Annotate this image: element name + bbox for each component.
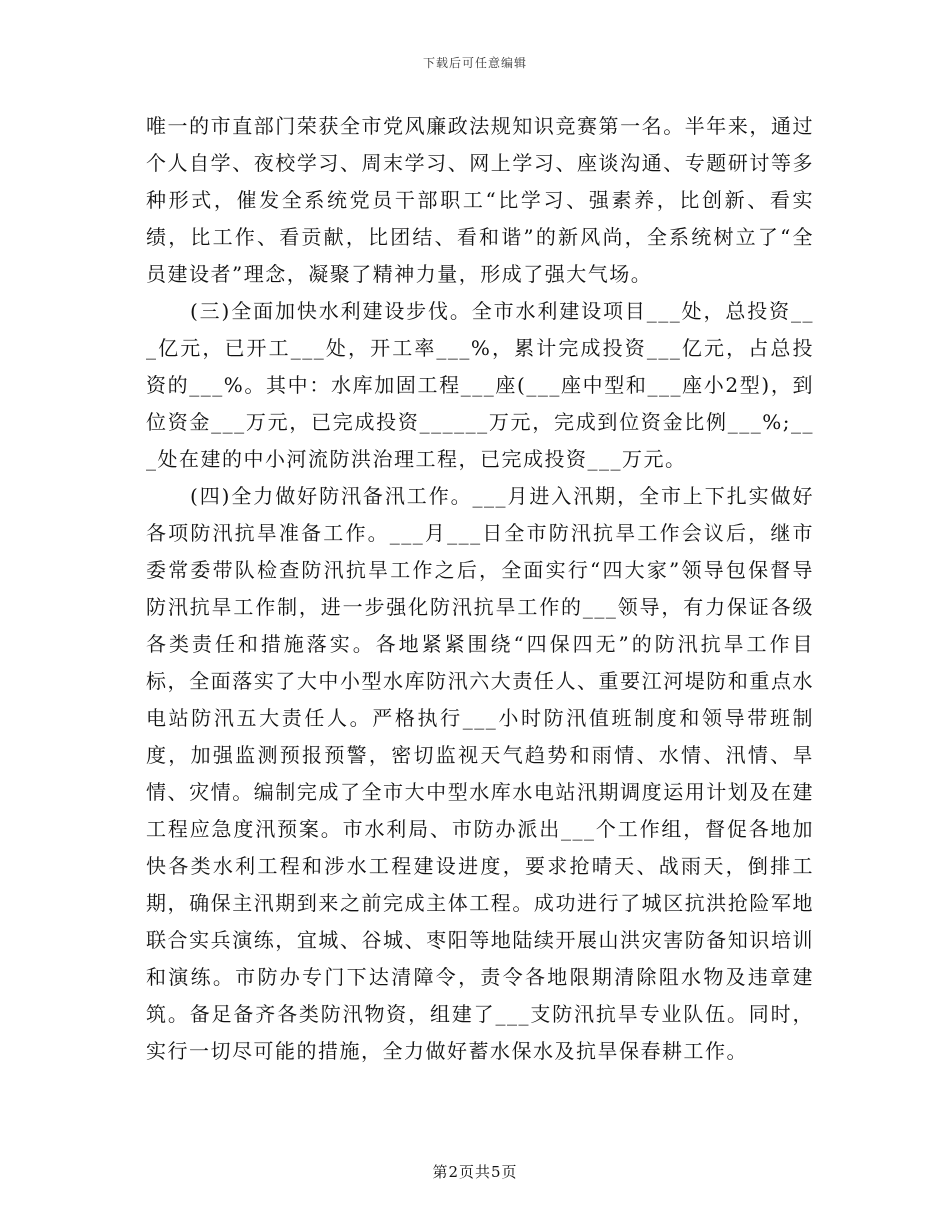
document-body [146, 108, 814, 1070]
paragraph-3: (四)全力做好防汛备汛工作。___月进入汛期，全市上下扎实做好各项防汛抗旱准备工作。___月___日全市防汛抗旱工作会议后，继市委常委带队检查防汛抗旱工作之后，全面实行“四大家”领导包保督导防汛抗旱工作制，进一步强化防汛抗旱工作的___领导，有力保证各级各类责任和措施落实。各地紧紧围绕“四保四无”的防汛抗旱工作目标，全面落实了大中小型水库防汛六大责任人、重要江河堤防和重点水电站防汛五大责任人。严格执行___小时防汛值班制度和领导带班制度，加强监测预报预警，密切监视天气趋势和雨情、水情、汛情、旱情、灾情。编制完成了全市大中型水库水电站汛期调度运用计划及在建工程应急度汛预案。市水利局、市防办派出___个工作组，督促各地加快各类水利工程和涉水工程建设进度，要求抢晴天、战雨天，倒排工期，确保主汛期到来之前完成主体工程。成功进行了城区抗洪抢险军地联合实兵演练，宜城、谷城、枣阳等地陆续开展山洪灾害防备知识培训和演练。市防办专门下达清障令，责令各地限期清除阻水物及违章建筑。备足备齐各类防汛物资，组建了___支防汛抗旱专业队伍。同时，实行一切尽可能的措施，全力做好蓄水保水及抗旱保春耕工作。 [146, 484, 814, 1063]
paragraph-1: 唯一的市直部门荣获全市党风廉政法规知识竞赛第一名。半年来，通过个人自学、夜校学习、周末学习、网上学习、座谈沟通、专题研讨等多种形式，催发全系统党员干部职工“比学习、强素养，比创新、看实绩，比工作、看贡献，比团结、看和谐”的新风尚，全系统树立了“全员建设者”理念，凝聚了精神力量，形成了强大气场。 [146, 114, 814, 286]
page-number: 第2页共5页 [432, 1163, 518, 1181]
header-note: 下载后可任意编辑 [422, 56, 527, 70]
paragraph-2: (三)全面加快水利建设步伐。全市水利建设项目___处，总投资___亿元，已开工___处，开工率___%，累计完成投资___亿元，占总投资的___%。其中：水库加固工程___座(___座中型和___座小2型)，到位资金___万元，已完成投资______万元，完成到位资金比例___%;___处在建的中小河流防洪治理工程，已完成投资___万元。 [146, 299, 814, 471]
